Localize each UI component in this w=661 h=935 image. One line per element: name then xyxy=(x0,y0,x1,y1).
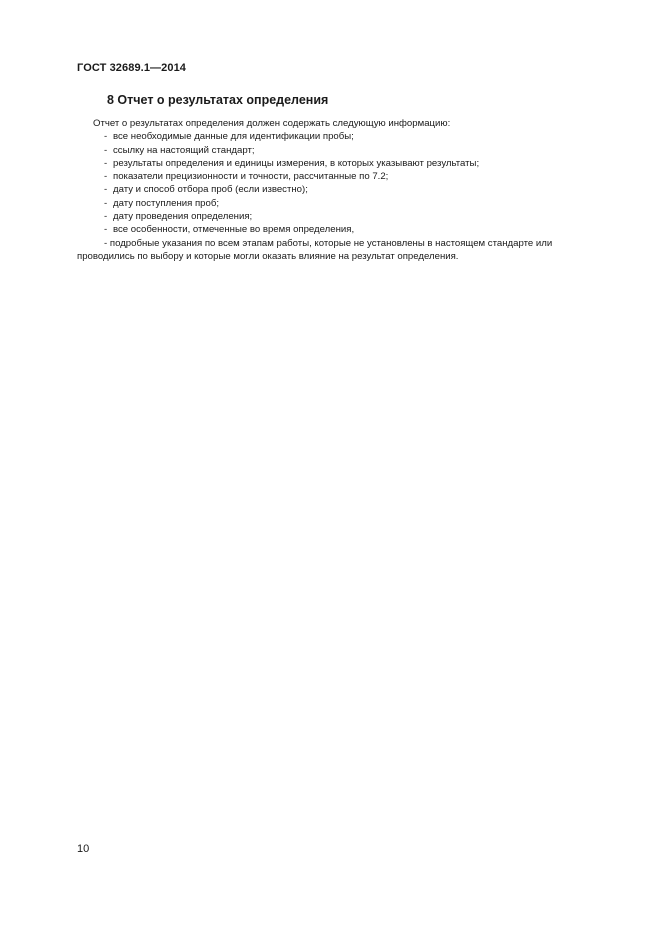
page-number: 10 xyxy=(77,843,90,855)
list-item: - подробные указания по всем этапам работы, которые не установлены в настоящем стандарте или проводились по выбору и которые могли оказать влияние на результат определения. xyxy=(77,237,553,262)
list-item: - все необходимые данные для идентификации пробы; xyxy=(104,131,354,143)
list-dash: - xyxy=(104,131,108,143)
list-dash: - xyxy=(104,211,108,223)
list-item: - дату проведения определения; xyxy=(104,211,253,223)
list-item: - дату поступления проб; xyxy=(104,197,219,209)
list-dash: - xyxy=(104,157,108,169)
list-dash: - xyxy=(104,237,108,249)
list-dash: - xyxy=(104,197,108,209)
list-dash: - xyxy=(104,171,108,183)
list-item: - ссылку на настоящий стандарт; xyxy=(104,144,255,156)
list-item: - дату и способ отбора проб (если известно); xyxy=(104,184,308,196)
section-body xyxy=(77,117,586,263)
list-item: - показатели прецизионности и точности, рассчитанные по 7.2; xyxy=(104,171,389,183)
list-item: - результаты определения и единицы измерения, в которых указывают результаты; xyxy=(104,157,480,169)
list-dash: - xyxy=(104,144,108,156)
document-code: ГОСТ 32689.1—2014 xyxy=(77,62,187,74)
requirements-list xyxy=(77,130,586,263)
list-item: - все особенности, отмеченные во время определения, xyxy=(104,224,355,236)
list-dash: - xyxy=(104,224,108,236)
section-title: 8 Отчет о результатах определения xyxy=(107,93,329,107)
list-dash: - xyxy=(104,184,108,196)
section-intro: Отчет о результатах определения должен содержать следующую информацию: xyxy=(93,118,451,129)
